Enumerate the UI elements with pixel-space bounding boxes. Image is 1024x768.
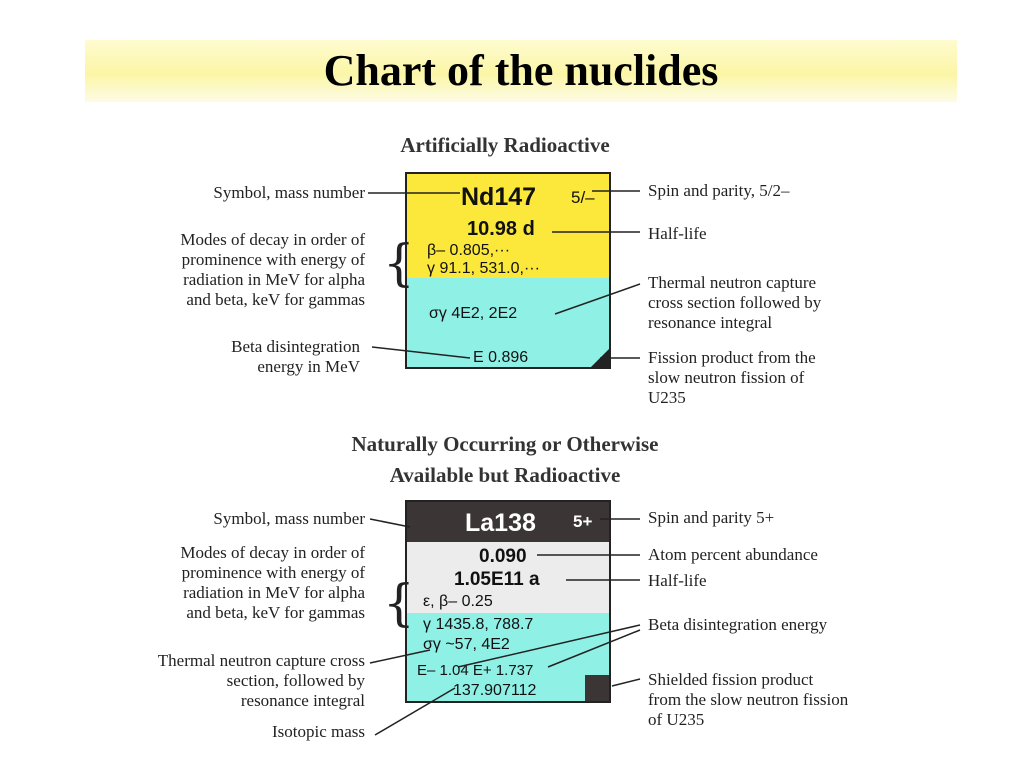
label-mass-2: Isotopic mass [271, 722, 365, 741]
label-halflife-2: Half-life [648, 571, 707, 590]
la138-abundance: 0.090 [479, 546, 527, 567]
section1-heading: Artificially Radioactive [400, 133, 610, 157]
label-thermal-1: Thermal neutron capture cross section followed by resonance integral [648, 273, 822, 332]
nd147-decay-beta: β– 0.805,··· [427, 242, 511, 259]
label-spin-1: Spin and parity, 5/2– [648, 181, 790, 200]
decay-brace-1: { [383, 234, 415, 292]
label-symbol-2: Symbol, mass number [213, 509, 365, 528]
slide-title: Chart of the nuclides [323, 46, 719, 95]
leader-mass-2 [375, 688, 455, 735]
leader-symbol-2 [370, 519, 410, 527]
la138-symbol: La138 [465, 509, 536, 537]
leader-thermal-2 [370, 650, 430, 663]
nd147-cross-section: σγ 4E2, 2E2 [429, 305, 518, 322]
label-symbol-1: Symbol, mass number [213, 183, 365, 202]
section2-heading: Naturally Occurring or Otherwise Available but Radioactive [351, 432, 659, 487]
label-shielded-2: Shielded fission product from the slow neutron fission of U235 [648, 670, 849, 729]
la138-cross-section: σγ ~57, 4E2 [423, 636, 510, 653]
nd147-halflife: 10.98 d [467, 218, 535, 240]
label-fission-1: Fission product from the slow neutron fission of U235 [648, 348, 816, 407]
nd147-symbol: Nd147 [461, 183, 537, 211]
label-decay-2: Modes of decay in order of prominence with energy of radiation in MeV for alpha and beta, keV for gammas [180, 543, 365, 622]
label-beta-2: Beta disintegration energy [648, 615, 828, 634]
la138-decay-modes: ε, β– 0.25 [423, 593, 493, 610]
nd147-decay-gamma: γ 91.1, 531.0,··· [427, 260, 540, 277]
label-abundance-2: Atom percent abundance [648, 545, 818, 564]
la138-energy: E– 1.04 E+ 1.737 [417, 662, 534, 679]
la138-spin: 5+ [573, 512, 593, 531]
la138-halflife: 1.05E11 a [454, 569, 540, 590]
decay-brace-2: { [383, 574, 415, 632]
leader-thermal-1 [555, 284, 640, 314]
label-beta-1: Beta disintegration energy in MeV [231, 337, 360, 376]
la138-gamma: γ 1435.8, 788.7 [423, 616, 534, 633]
la138-isotopic-mass: 137.907112 [453, 682, 537, 699]
label-decay-1: Modes of decay in order of prominence with energy of radiation in MeV for alpha and beta, keV for gammas [180, 230, 365, 309]
label-spin-2: Spin and parity 5+ [648, 508, 775, 527]
leader-beta-minus [458, 625, 640, 667]
leader-beta-1 [372, 347, 470, 358]
nd147-spin: 5/– [571, 188, 595, 207]
nd147-energy: E 0.896 [473, 349, 529, 366]
label-thermal-2: Thermal neutron capture cross section, followed by resonance integral [157, 651, 365, 710]
label-halflife-1: Half-life [648, 224, 707, 243]
leader-shielded-2 [612, 679, 640, 686]
